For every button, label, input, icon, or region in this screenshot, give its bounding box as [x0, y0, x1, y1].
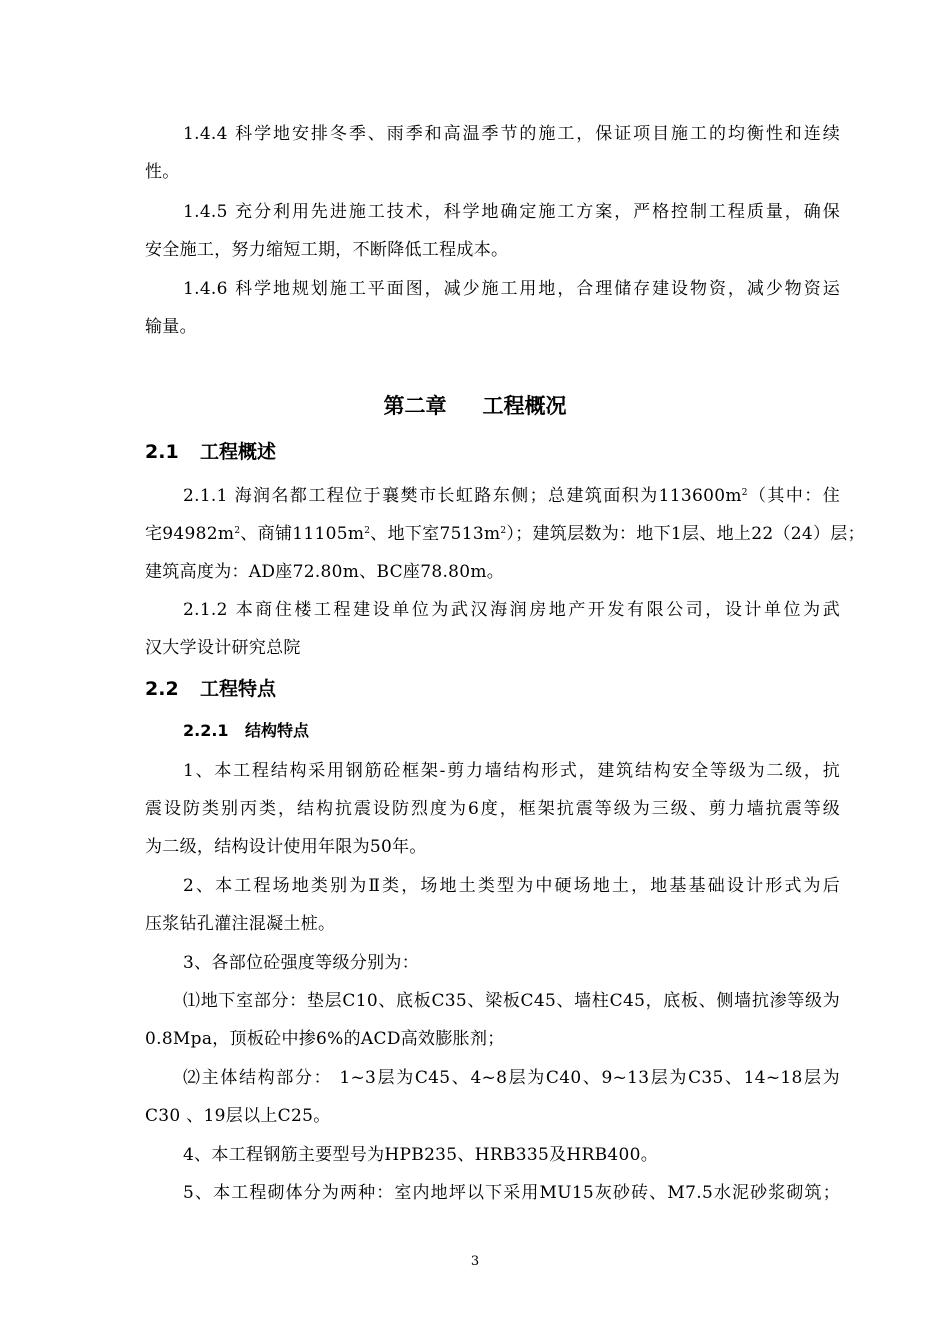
paragraph-1-4-6-line-2: 输量。: [145, 317, 197, 337]
paragraph-2-1-1-line-1: [183, 486, 840, 506]
superscript: 2: [364, 526, 371, 536]
item-2-line-1: 2、本工程场地类别为Ⅱ类，场地土类型为中硬场地土，地基基础设计形式为后: [183, 876, 840, 896]
superscript: 2: [234, 526, 241, 536]
subsection-heading-2-2-1: [183, 721, 309, 741]
section-heading-2-2: [145, 677, 276, 701]
paragraph-1-4-4-line-2: 性。: [145, 162, 180, 182]
text-fragment: ）；建筑层数为：地下1层、地上22（24）层；: [506, 524, 865, 544]
item-3-2-line-2: C30 、19层以上C25。: [145, 1106, 331, 1126]
subsection-title: 结构特点: [245, 721, 310, 740]
item-5-line-1: 5、本工程砌体分为两种：室内地坪以下采用MU15灰砂砖、M7.5水泥砂浆砌筑；: [183, 1183, 840, 1203]
section-title: 工程概述: [200, 441, 277, 463]
item-1-line-3: 为二级，结构设计使用年限为50年。: [145, 837, 427, 857]
text-fragment: （其中：住: [747, 486, 840, 506]
superscript: 2: [741, 488, 748, 498]
paragraph-2-1-2-line-1: 2.1.2 本商住楼工程建设单位为武汉海润房地产开发有限公司，设计单位为武: [183, 600, 840, 620]
paragraph-1-4-5-line-1: 1.4.5 充分利用先进施工技术，科学地确定施工方案，严格控制工程质量，确保: [183, 202, 840, 222]
section-number: 2.1: [145, 441, 179, 463]
paragraph-1-4-4-line-1: 1.4.4 科学地安排冬季、雨季和高温季节的施工，保证项目施工的均衡性和连续: [183, 124, 840, 144]
paragraph-2-1-2-line-2: 汉大学设计研究总院: [145, 638, 301, 658]
item-3-2-line-1: ⑵主体结构部分： 1~3层为C45、4~8层为C40、9~13层为C35、14~18层为: [183, 1068, 840, 1088]
paragraph-1-4-6-line-1: 1.4.6 科学地规划施工平面图，减少施工用地，合理储存建设物资，减少物资运: [183, 279, 840, 299]
subsection-number: 2.2.1: [183, 721, 229, 740]
text-fragment: 、商铺11105m: [240, 524, 365, 544]
text-fragment: 2.1.1 海润名都工程位于襄樊市长虹路东侧；总建筑面积为113600m: [183, 486, 742, 506]
paragraph-2-1-1-line-3: 建筑高度为：AD座72.80m、BC座78.80m。: [145, 562, 505, 582]
superscript: 2: [500, 526, 507, 536]
chapter-title: 工程概况: [482, 394, 567, 418]
text-fragment: 、地下室7513m: [370, 524, 501, 544]
item-4-line-1: 4、本工程钢筋主要型号为HPB235、HRB335及HRB400。: [183, 1145, 659, 1165]
item-3-line-1: 3、各部位砼强度等级分别为：: [183, 953, 420, 973]
section-heading-2-1: [145, 440, 276, 464]
item-3-1-line-2: 0.8Mpa，顶板砼中掺6%的ACD高效膨胀剂；: [145, 1029, 505, 1049]
chapter-number: 第二章: [383, 394, 447, 418]
section-title: 工程特点: [200, 678, 277, 700]
page-number: 3: [470, 1254, 480, 1269]
paragraph-1-4-5-line-2: 安全施工，努力缩短工期，不断降低工程成本。: [145, 240, 509, 260]
section-number: 2.2: [145, 678, 179, 700]
paragraph-2-1-1-line-2: [145, 524, 865, 544]
item-3-1-line-1: ⑴地下室部分：垫层C10、底板C35、梁板C45、墙柱C45，底板、侧墙抗渗等级为: [183, 991, 840, 1011]
item-1-line-2: 震设防类别丙类，结构抗震设防烈度为6度，框架抗震等级为三级、剪力墙抗震等级: [145, 799, 840, 819]
item-1-line-1: 1、本工程结构采用钢筋砼框架-剪力墙结构形式，建筑结构安全等级为二级，抗: [183, 761, 840, 781]
chapter-heading: [0, 393, 950, 419]
text-fragment: 宅94982m: [145, 524, 235, 544]
item-2-line-2: 压浆钻孔灌注混凝土桩。: [145, 914, 336, 934]
